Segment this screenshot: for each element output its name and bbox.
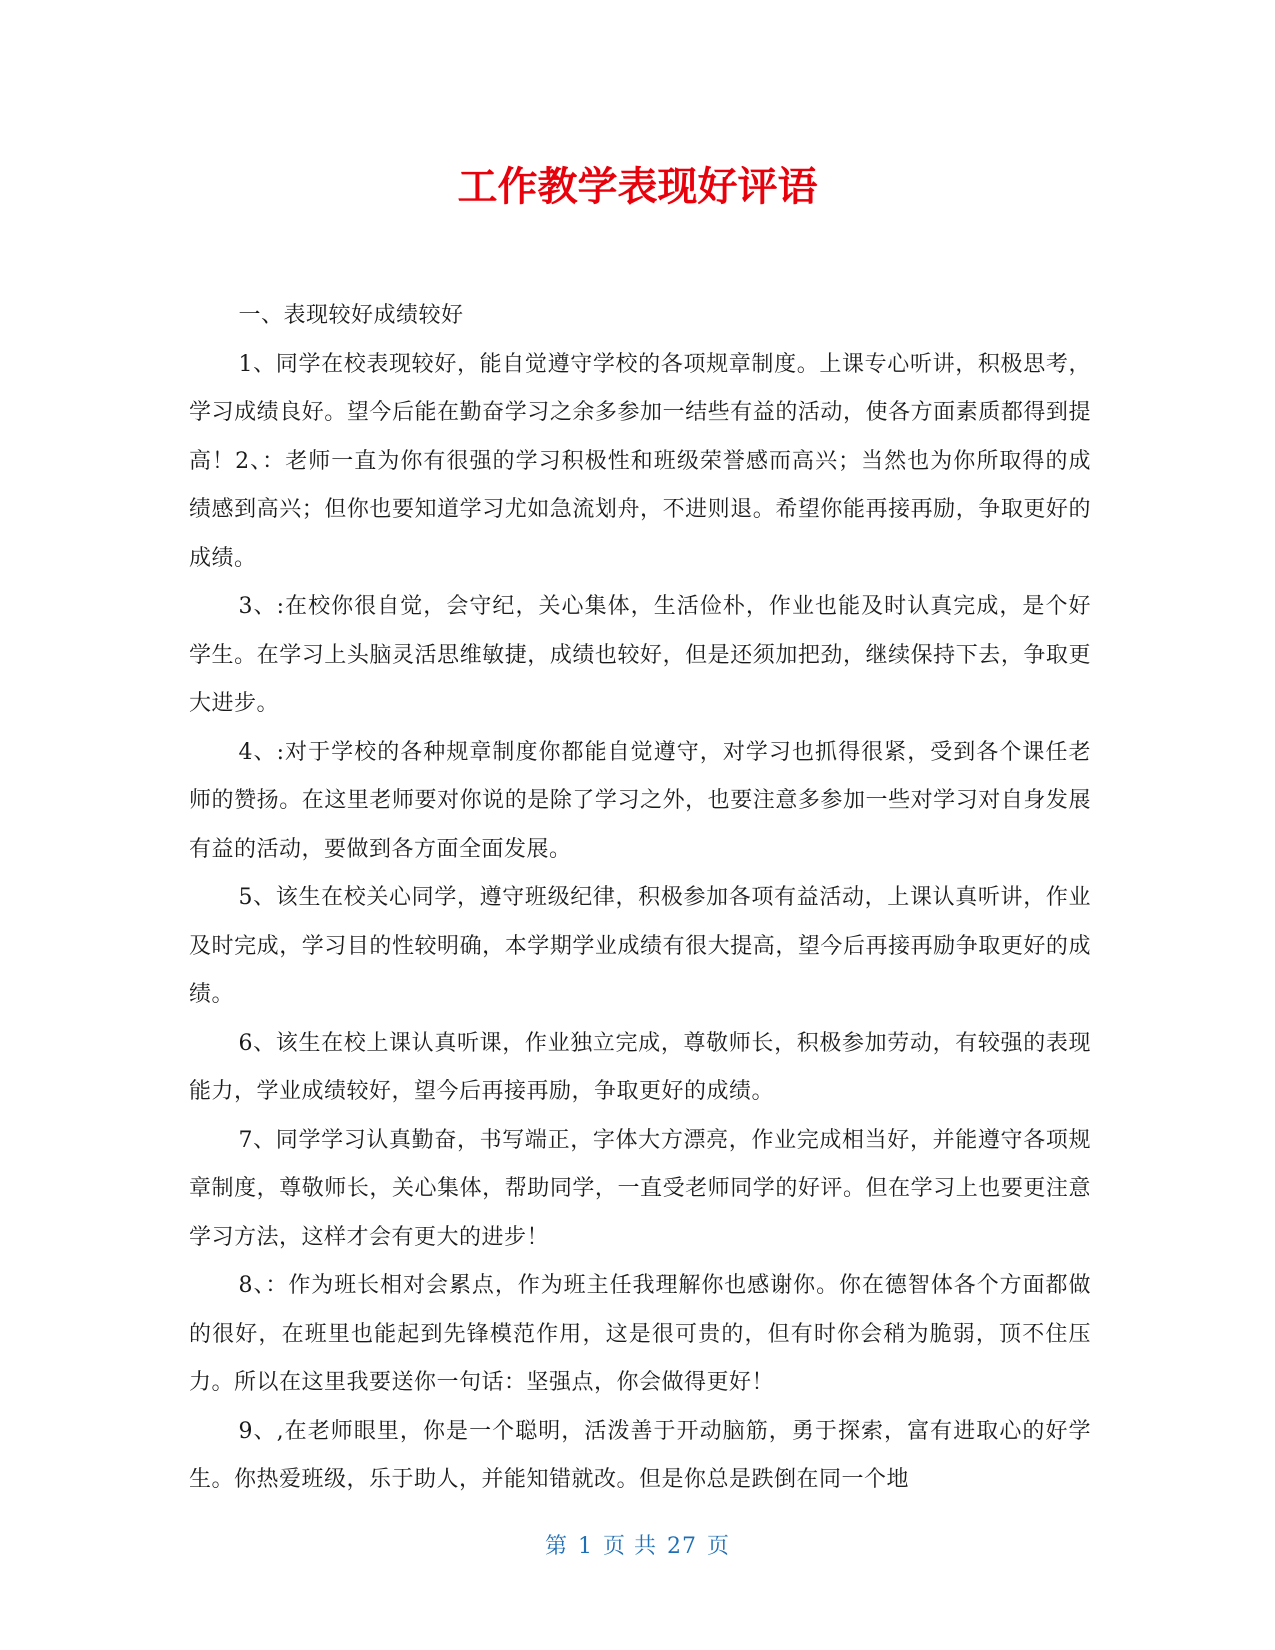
comment-paragraph: 1、同学在校表现较好，能自觉遵守学校的各项规章制度。上课专心听讲，积极思考，学习成绩良好。望今后能在勤奋学习之余多参加一结些有益的活动，使各方面素质都得到提高！2、：老师一直为你有很强的学习积极性和班级荣誉感而高兴；当然也为你所取得的成绩感到高兴；但你也要知道学习尤如急流划舟，不进则退。希望你能再接再励，争取更好的成绩。 bbox=[189, 351, 1091, 571]
comment-paragraph: 3、:在校你很自觉，会守纪，关心集体，生活俭朴，作业也能及时认真完成，是个好学生。在学习上头脑灵活思维敏捷，成绩也较好，但是还须加把劲，继续保持下去，争取更大进步。 bbox=[189, 594, 1091, 716]
page-footer bbox=[0, 1533, 1275, 1561]
comment-paragraph: 4、:对于学校的各种规章制度你都能自觉遵守，对学习也抓得很紧，受到各个课任老师的赞扬。在这里老师要对你说的是除了学习之外，也要注意多参加一些对学习对自身发展有益的活动，要做到各方面全面发展。 bbox=[189, 739, 1091, 862]
comment-paragraph: 5、该生在校关心同学，遵守班级纪律，积极参加各项有益活动，上课认真听讲，作业及时完成，学习目的性较明确，本学期学业成绩有很大提高，望今后再接再励争取更好的成绩。 bbox=[189, 885, 1091, 1007]
footer-suffix: 页 bbox=[707, 1534, 731, 1559]
footer-middle: 页 共 bbox=[603, 1534, 657, 1559]
footer-page-number: 1 bbox=[578, 1534, 593, 1559]
comment-paragraph: 8、：作为班长相对会累点，作为班主任我理解你也感谢你。你在德智体各个方面都做的很好，在班里也能起到先锋模范作用，这是很可贵的，但有时你会稍为脆弱，顶不住压力。所以在这里我要送你一句话：坚强点，你会做得更好！ bbox=[189, 1273, 1091, 1395]
comment-paragraph: 9、,在老师眼里，你是一个聪明，活泼善于开动脑筋，勇于探索，富有进取心的好学生。你热爱班级，乐于助人，并能知错就改。但是你总是跌倒在同一个地 bbox=[189, 1418, 1091, 1492]
document-title: 工作教学表现好评语 bbox=[457, 164, 818, 210]
document-body bbox=[189, 292, 1091, 1505]
comment-paragraph: 6、该生在校上课认真听课，作业独立完成，尊敬师长，积极参加劳动，有较强的表现能力，学业成绩较好，望今后再接再励，争取更好的成绩。 bbox=[189, 1030, 1091, 1104]
section-heading: 一、表现较好成绩较好 bbox=[238, 303, 464, 328]
footer-prefix: 第 bbox=[544, 1534, 568, 1559]
comment-paragraph: 7、同学学习认真勤奋，书写端正，字体大方漂亮，作业完成相当好，并能遵守各项规章制度，尊敬师长，关心集体，帮助同学，一直受老师同学的好评。但在学习上也要更注意学习方法，这样才会有更大的进步！ bbox=[189, 1127, 1091, 1250]
footer-total-pages: 27 bbox=[667, 1534, 697, 1559]
